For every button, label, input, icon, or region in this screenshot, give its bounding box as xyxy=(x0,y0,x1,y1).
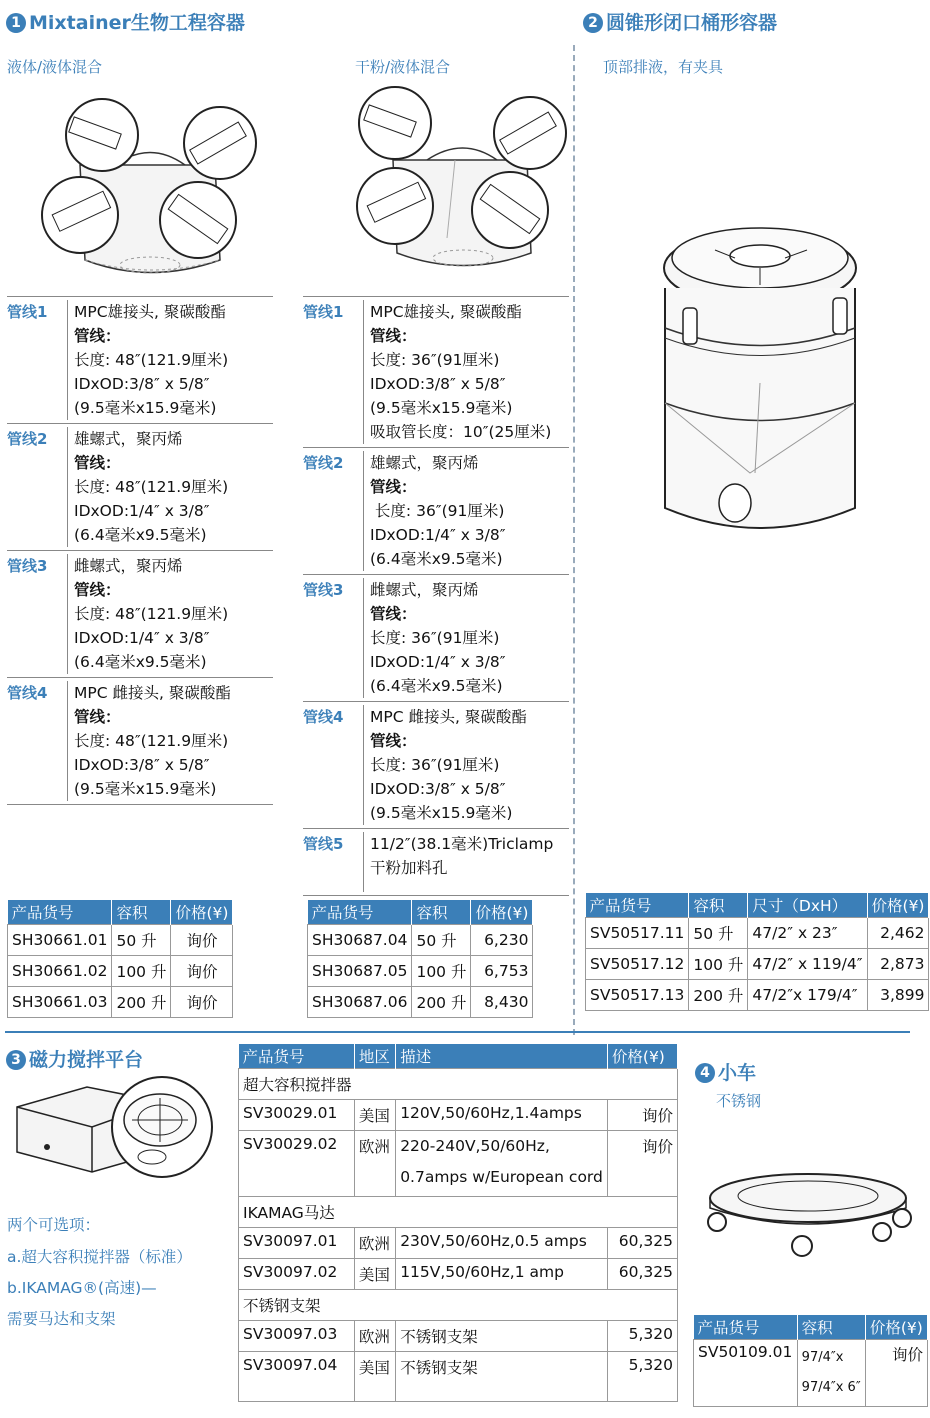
price-table-cart xyxy=(693,1315,928,1407)
sku-cell: SV50109.01 xyxy=(694,1340,798,1407)
table-row xyxy=(586,918,929,949)
volume-cell: 50 升 xyxy=(412,925,471,956)
desc-cell: 120V,50/60Hz,1.4amps xyxy=(396,1100,608,1131)
spec-text: (6.4毫米x9.5毫米) xyxy=(370,550,503,568)
sku-cell: SV30029.01 xyxy=(239,1100,355,1131)
size-line: 97/4″x xyxy=(801,1350,844,1365)
size-line: 97/4″x 6″ xyxy=(801,1380,861,1395)
region-cell: 美国 xyxy=(354,1100,395,1131)
option-b: b.IKAMAG®(高速)— xyxy=(7,1279,157,1297)
section-3-number: 3 xyxy=(6,1050,26,1070)
spec-text: IDxOD:1/4″ x 3/8″ xyxy=(370,653,506,671)
price-cell: 6,753 xyxy=(471,956,533,987)
spec-list-liquid xyxy=(7,296,273,805)
section-4-title xyxy=(695,1058,756,1085)
spec-text: IDxOD:1/4″ x 3/8″ xyxy=(74,629,210,647)
section-1-title xyxy=(6,8,245,35)
spec-text: 雄螺式，聚丙烯 xyxy=(74,430,183,448)
spec-text: 长度: 36″(91厘米) xyxy=(370,756,500,774)
subtitle-top-drain: 顶部排液，有夹具 xyxy=(603,58,724,76)
spec-line-body xyxy=(67,300,273,420)
spec-text: 管线： xyxy=(74,454,121,472)
table-row xyxy=(239,1131,678,1197)
price-cell: 询价 xyxy=(607,1100,677,1131)
table-header-row xyxy=(239,1044,678,1069)
price-table-powder xyxy=(307,900,533,1018)
column-header: 价格(¥) xyxy=(867,893,929,918)
table-row xyxy=(308,956,533,987)
spec-text: 管线： xyxy=(74,708,121,726)
table-row xyxy=(239,1321,678,1352)
spec-text: MPC 雌接头, 聚碳酸酯 xyxy=(74,684,231,702)
column-header: 价格(¥) xyxy=(171,900,233,925)
spec-text: 长度: 48″(121.9厘米) xyxy=(74,351,229,369)
table-row xyxy=(694,1340,928,1407)
table-row xyxy=(239,1352,678,1402)
size-cell: 47/2″ x 119/4″ xyxy=(748,949,867,980)
price-table-drum xyxy=(585,893,929,1011)
spec-line-4 xyxy=(7,678,273,805)
spec-text: MPC 雌接头, 聚碳酸酯 xyxy=(370,708,527,726)
size-cell xyxy=(797,1340,865,1407)
conical-drum-illustration xyxy=(655,228,865,528)
table-row xyxy=(8,956,233,987)
section-divider xyxy=(5,1031,910,1033)
column-header: 地区 xyxy=(354,1044,395,1069)
volume-cell: 50 升 xyxy=(689,918,748,949)
spec-text: 长度: 36″(91厘米) xyxy=(370,629,500,647)
price-cell: 2,873 xyxy=(867,949,929,980)
desc-cell: 不锈钢支架 xyxy=(396,1321,608,1352)
spec-line-body xyxy=(363,578,569,698)
column-header: 产品货号 xyxy=(308,900,412,925)
spec-text: MPC雄接头, 聚碳酸酯 xyxy=(370,303,522,321)
sku-cell: SH30687.06 xyxy=(308,987,412,1018)
spec-line-1 xyxy=(303,297,569,448)
column-header: 容积 xyxy=(112,900,171,925)
spec-text: IDxOD:3/8″ x 5/8″ xyxy=(370,780,506,798)
column-header: 价格(¥) xyxy=(865,1315,927,1340)
price-cell: 5,320 xyxy=(607,1352,677,1402)
spec-text: (9.5毫米x15.9毫米) xyxy=(370,804,513,822)
spec-text: 管线： xyxy=(370,327,417,345)
spec-text: 长度: 36″(91厘米) xyxy=(370,351,500,369)
region-cell: 欧洲 xyxy=(354,1321,395,1352)
price-table-liquid xyxy=(7,900,233,1018)
column-header: 容积 xyxy=(689,893,748,918)
table-row xyxy=(308,925,533,956)
price-cell: 询价 xyxy=(171,925,233,956)
column-header: 容积 xyxy=(797,1315,865,1340)
column-header: 尺寸（DxH） xyxy=(748,893,867,918)
table-header-row xyxy=(8,900,233,925)
category-row xyxy=(239,1069,678,1100)
sku-cell: SV30097.01 xyxy=(239,1228,355,1259)
spec-text: 管线： xyxy=(370,732,417,750)
spec-text: 长度: 48″(121.9厘米) xyxy=(74,605,229,623)
spec-line-label: 管线3 xyxy=(303,581,344,599)
spec-line-body xyxy=(363,705,569,825)
table-row xyxy=(308,987,533,1018)
spec-text: (6.4毫米x9.5毫米) xyxy=(74,526,207,544)
desc-line: 0.7amps w/European cord xyxy=(400,1168,603,1186)
spec-text: 雌螺式，聚丙烯 xyxy=(74,557,183,575)
region-cell: 美国 xyxy=(354,1259,395,1290)
spec-line-2 xyxy=(303,448,569,575)
section-1-number: 1 xyxy=(6,13,26,33)
column-divider xyxy=(573,45,575,1035)
spec-line-3 xyxy=(303,575,569,702)
column-header: 产品货号 xyxy=(8,900,112,925)
sku-cell: SV30097.03 xyxy=(239,1321,355,1352)
price-cell: 8,430 xyxy=(471,987,533,1018)
volume-cell: 100 升 xyxy=(112,956,171,987)
spec-text: (9.5毫米x15.9毫米) xyxy=(74,399,217,417)
volume-cell: 50 升 xyxy=(112,925,171,956)
spec-text: 干粉加料孔 xyxy=(370,859,448,877)
price-cell: 6,230 xyxy=(471,925,533,956)
sku-cell: SH30661.02 xyxy=(8,956,112,987)
price-cell: 3,899 xyxy=(867,980,929,1011)
spec-line-body xyxy=(67,681,273,801)
price-cell: 询价 xyxy=(171,956,233,987)
spec-line-1 xyxy=(7,297,273,424)
region-cell: 美国 xyxy=(354,1352,395,1402)
sku-cell: SV30029.02 xyxy=(239,1131,355,1197)
table-row xyxy=(239,1228,678,1259)
price-cell: 询价 xyxy=(607,1131,677,1197)
spec-line-body xyxy=(363,300,569,444)
spec-line-label: 管线1 xyxy=(7,303,48,321)
column-header: 价格(¥) xyxy=(471,900,533,925)
spec-text: 长度: 36″(91厘米) xyxy=(370,502,505,520)
desc-cell xyxy=(396,1131,608,1197)
column-header: 产品货号 xyxy=(694,1315,798,1340)
desc-cell: 230V,50/60Hz,0.5 amps xyxy=(396,1228,608,1259)
spec-line-label: 管线1 xyxy=(303,303,344,321)
spec-text: 长度: 48″(121.9厘米) xyxy=(74,732,229,750)
spec-line-2 xyxy=(7,424,273,551)
price-cell: 60,325 xyxy=(607,1228,677,1259)
option-b-note: 需要马达和支架 xyxy=(7,1310,116,1328)
spec-text: IDxOD:1/4″ x 3/8″ xyxy=(74,502,210,520)
spec-line-4 xyxy=(303,702,569,829)
price-cell: 2,462 xyxy=(867,918,929,949)
spec-text: 雌螺式，聚丙烯 xyxy=(370,581,479,599)
spec-text: 11/2″(38.1毫米)Triclamp xyxy=(370,835,554,853)
category-cell: IKAMAG马达 xyxy=(239,1197,678,1228)
spec-line-label: 管线5 xyxy=(303,835,344,853)
spec-text: MPC雄接头, 聚碳酸酯 xyxy=(74,303,226,321)
mixtainer-powder-illustration xyxy=(355,88,570,278)
spec-text: 管线： xyxy=(74,327,121,345)
sku-cell: SV50517.12 xyxy=(586,949,689,980)
table-row xyxy=(586,980,929,1011)
category-row xyxy=(239,1197,678,1228)
category-cell: 超大容积搅拌器 xyxy=(239,1069,678,1100)
table-row xyxy=(239,1259,678,1290)
section-3-title-text: 磁力搅拌平台 xyxy=(29,1049,144,1071)
table-row xyxy=(8,925,233,956)
section-1-title-text: Mixtainer生物工程容器 xyxy=(29,12,245,34)
subtitle-liquid-liquid: 液体/液体混合 xyxy=(7,58,103,76)
options-heading: 两个可选项： xyxy=(7,1216,101,1234)
magnetic-stirrer-illustration xyxy=(12,1072,217,1187)
section-2-title xyxy=(583,8,777,35)
spec-line-body xyxy=(67,427,273,547)
section-2-title-text: 圆锥形闭口桶形容器 xyxy=(606,12,778,34)
column-header: 产品货号 xyxy=(586,893,689,918)
spec-line-body xyxy=(363,832,569,892)
volume-cell: 200 升 xyxy=(412,987,471,1018)
spec-line-label: 管线2 xyxy=(303,454,344,472)
price-cell: 60,325 xyxy=(607,1259,677,1290)
sku-cell: SV30097.02 xyxy=(239,1259,355,1290)
category-cell: 不锈钢支架 xyxy=(239,1290,678,1321)
spec-line-3 xyxy=(7,551,273,678)
spec-line-body xyxy=(363,451,569,571)
price-cell: 询价 xyxy=(865,1340,927,1407)
column-header: 价格(¥) xyxy=(607,1044,677,1069)
table-row xyxy=(586,949,929,980)
spec-line-label: 管线4 xyxy=(7,684,48,702)
sku-cell: SV30097.04 xyxy=(239,1352,355,1402)
subtitle-stainless: 不锈钢 xyxy=(716,1092,762,1110)
spec-line-label: 管线3 xyxy=(7,557,48,575)
size-cell: 47/2″ x 23″ xyxy=(748,918,867,949)
price-cell: 5,320 xyxy=(607,1321,677,1352)
sku-cell: SH30687.05 xyxy=(308,956,412,987)
region-cell: 欧洲 xyxy=(354,1228,395,1259)
subtitle-powder-liquid: 干粉/液体混合 xyxy=(355,58,451,76)
spec-list-powder xyxy=(303,296,569,896)
column-header: 容积 xyxy=(412,900,471,925)
region-cell: 欧洲 xyxy=(354,1131,395,1197)
desc-line: 220-240V,50/60Hz, xyxy=(400,1137,550,1155)
price-table-stirrer xyxy=(238,1044,678,1402)
spec-text: IDxOD:3/8″ x 5/8″ xyxy=(74,375,210,393)
table-row xyxy=(8,987,233,1018)
volume-cell: 200 升 xyxy=(689,980,748,1011)
sku-cell: SV50517.11 xyxy=(586,918,689,949)
desc-cell: 不锈钢支架 xyxy=(396,1352,608,1402)
section-4-title-text: 小车 xyxy=(718,1062,757,1084)
sku-cell: SV50517.13 xyxy=(586,980,689,1011)
table-row xyxy=(239,1100,678,1131)
sku-cell: SH30687.04 xyxy=(308,925,412,956)
dolly-cart-illustration xyxy=(697,1160,919,1260)
mixtainer-liquid-illustration xyxy=(40,95,260,285)
spec-text: (9.5毫米x15.9毫米) xyxy=(370,399,513,417)
section-2-number: 2 xyxy=(583,13,603,33)
table-header-row xyxy=(308,900,533,925)
table-header-row xyxy=(694,1315,928,1340)
spec-text: (6.4毫米x9.5毫米) xyxy=(370,677,503,695)
price-cell: 询价 xyxy=(171,987,233,1018)
column-header: 产品货号 xyxy=(239,1044,355,1069)
spec-text: 管线： xyxy=(74,581,121,599)
spec-text: 管线： xyxy=(370,605,417,623)
spec-text: IDxOD:3/8″ x 5/8″ xyxy=(370,375,506,393)
volume-cell: 200 升 xyxy=(112,987,171,1018)
spec-text: IDxOD:1/4″ x 3/8″ xyxy=(370,526,506,544)
sku-cell: SH30661.03 xyxy=(8,987,112,1018)
sku-cell: SH30661.01 xyxy=(8,925,112,956)
option-a: a.超大容积搅拌器（标准） xyxy=(7,1248,192,1266)
size-cell: 47/2″x 179/4″ xyxy=(748,980,867,1011)
volume-cell: 100 升 xyxy=(689,949,748,980)
section-3-title xyxy=(6,1045,143,1072)
spec-line-label: 管线4 xyxy=(303,708,344,726)
spec-line-5 xyxy=(303,829,569,896)
section-4-number: 4 xyxy=(695,1063,715,1083)
spec-text: (9.5毫米x15.9毫米) xyxy=(74,780,217,798)
table-header-row xyxy=(586,893,929,918)
spec-line-label: 管线2 xyxy=(7,430,48,448)
spec-text: 雄螺式，聚丙烯 xyxy=(370,454,479,472)
spec-text: 管线： xyxy=(370,478,417,496)
spec-text: 吸取管长度：10″(25厘米) xyxy=(370,423,552,441)
spec-text: IDxOD:3/8″ x 5/8″ xyxy=(74,756,210,774)
desc-cell: 115V,50/60Hz,1 amp xyxy=(396,1259,608,1290)
column-header: 描述 xyxy=(396,1044,608,1069)
spec-line-body xyxy=(67,554,273,674)
category-row xyxy=(239,1290,678,1321)
volume-cell: 100 升 xyxy=(412,956,471,987)
spec-text: 长度: 48″(121.9厘米) xyxy=(74,478,229,496)
spec-text: (6.4毫米x9.5毫米) xyxy=(74,653,207,671)
